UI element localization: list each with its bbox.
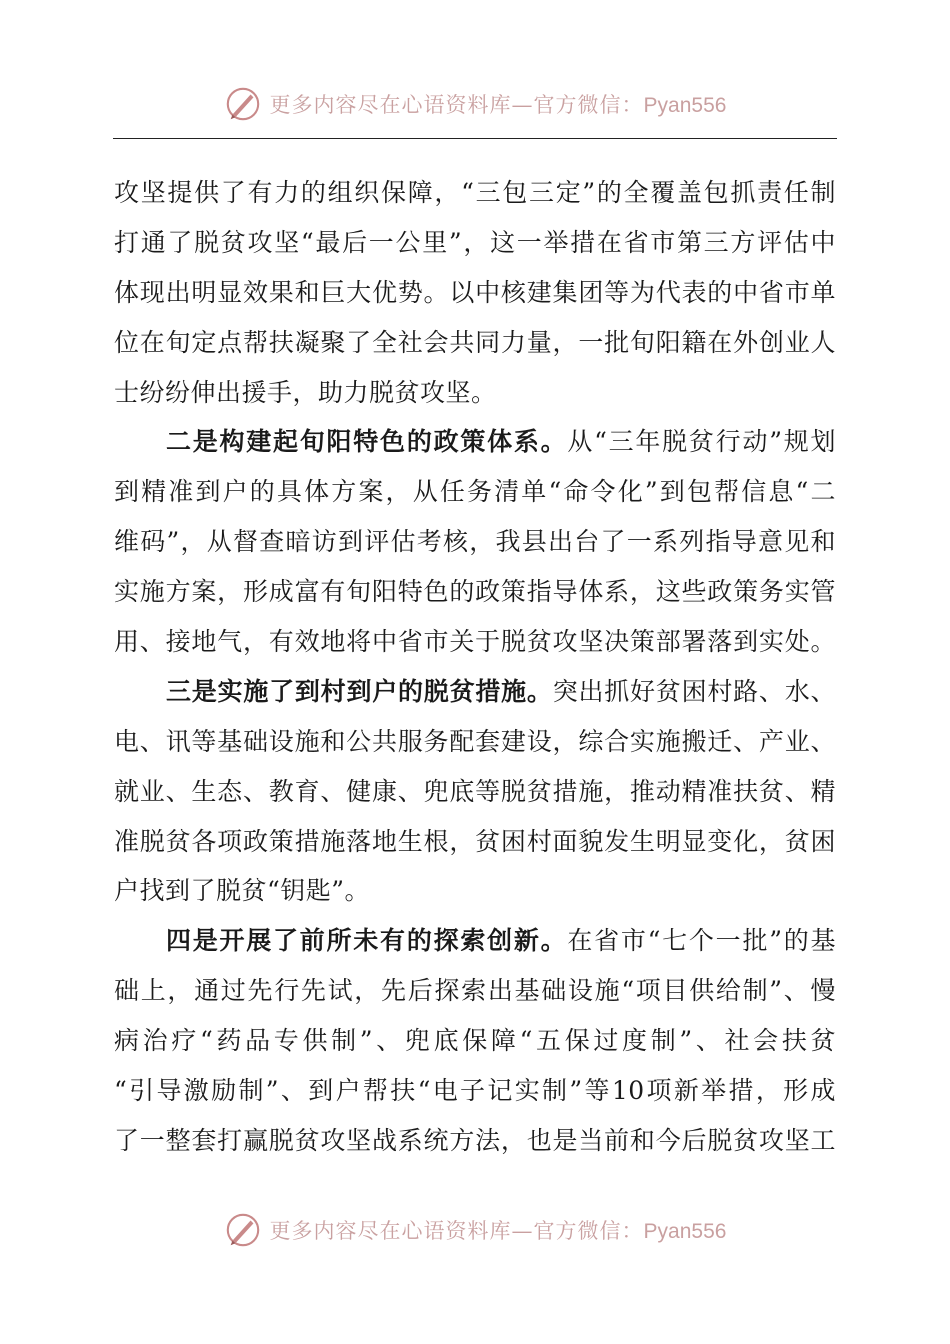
text-line: 电、讯等基础设施和公共服务配套建设，综合实施搬迁、产业、 — [114, 726, 836, 756]
watermark-text: 更多内容尽在心语资料库—官方微信：Pyan556 — [269, 93, 727, 117]
paragraph-heading: 三是实施了到村到户的脱贫措施。 — [166, 676, 553, 706]
document-body — [114, 168, 836, 1166]
text-line: 维码”，从督查暗访到评估考核，我县出台了一系列指导意见和 — [114, 527, 836, 557]
text-line: 到精准到户的具体方案，从任务清单“命令化”到包帮信息“二 — [114, 477, 836, 507]
text-line: “引导激励制”、到户帮扶“电子记实制”等10项新举措，形成 — [114, 1076, 836, 1106]
text-line: 准脱贫各项政策措施落地生根，贫困村面貌发生明显变化，贫困 — [114, 826, 836, 856]
text-line: 了一整套打赢脱贫攻坚战系统方法，也是当前和今后脱贫攻坚工 — [114, 1125, 836, 1155]
text-line: 打通了脱贫攻坚“最后一公里”，这一举措在省市第三方评估中 — [114, 227, 836, 257]
text-line: 实施方案，形成富有旬阳特色的政策指导体系，这些政策务实管 — [114, 577, 836, 607]
text-line: 病治疗“药品专供制”、兜底保障“五保过度制”、社会扶贫 — [114, 1026, 836, 1056]
paragraph-heading: 二是构建起旬阳特色的政策体系。 — [166, 427, 568, 457]
watermark-text: 更多内容尽在心语资料库—官方微信：Pyan556 — [269, 1219, 727, 1243]
text-line: 士纷纷伸出援手，助力脱贫攻坚。 — [114, 377, 497, 407]
paragraph-heading: 四是开展了前所未有的探索创新。 — [166, 926, 568, 956]
paragraph-start-line — [114, 667, 836, 717]
text-line: 户找到了脱贫“钥匙”。 — [114, 876, 371, 906]
paragraph-start-line — [114, 417, 836, 467]
header-watermark — [0, 82, 950, 126]
text-line: 攻坚提供了有力的组织保障，“三包三定”的全覆盖包抓责任制 — [114, 178, 836, 207]
paragraph-text: 从“三年脱贫行动”规划 — [567, 427, 836, 457]
paragraph-text: 突出抓好贫困村路、水、 — [552, 676, 836, 706]
footer-watermark — [0, 1208, 950, 1252]
text-line: 础上，通过先行先试，先后探索出基础设施“项目供给制”、慢 — [114, 976, 836, 1006]
pen-logo-icon — [224, 85, 262, 123]
paragraph-text: 在省市“七个一批”的基 — [567, 926, 836, 956]
header-divider — [113, 138, 837, 139]
paragraph-start-line — [114, 916, 836, 966]
text-line: 用、接地气，有效地将中省市关于脱贫攻坚决策部署落到实处。 — [114, 627, 836, 657]
text-line: 位在旬定点帮扶凝聚了全社会共同力量，一批旬阳籍在外创业人 — [114, 327, 836, 357]
text-line: 就业、生态、教育、健康、兜底等脱贫措施，推动精准扶贫、精 — [114, 776, 836, 806]
pen-logo-icon — [224, 1211, 262, 1249]
text-line: 体现出明显效果和巨大优势。以中核建集团等为代表的中省市单 — [114, 277, 836, 307]
